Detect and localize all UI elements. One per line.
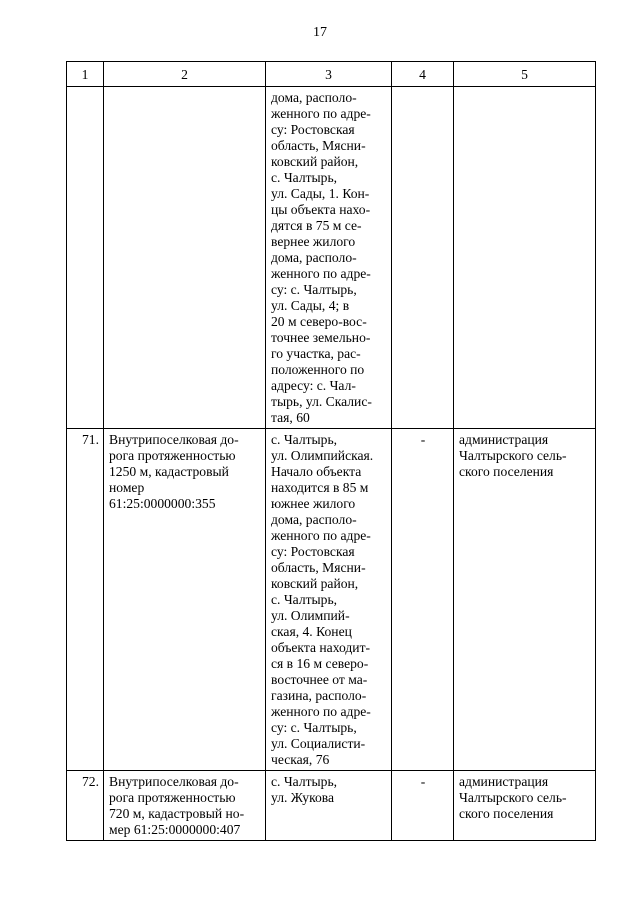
cell-line: область, Мясни-	[271, 138, 366, 153]
page-number: 17	[313, 25, 327, 40]
cell-line: вернее жилого	[271, 234, 356, 249]
cell-line: с. Чалтырь,	[271, 592, 338, 607]
cell-line: ческая, 76	[271, 752, 330, 767]
cell-line: су: Ростовская	[271, 544, 355, 559]
cell-line: го участка, рас-	[271, 346, 361, 361]
col4-cell: -	[392, 771, 454, 841]
owner-cell	[454, 87, 596, 429]
cell-line: область, Мясни-	[271, 560, 366, 575]
cell-line: рога протяженностью	[109, 790, 236, 805]
cell-line: су: Ростовская	[271, 122, 355, 137]
cell-line: восточнее от ма-	[271, 672, 368, 687]
cell-line: 20 м северо-вос-	[271, 314, 367, 329]
cell-line: тырь, ул. Скалис-	[271, 394, 372, 409]
cell-line: 61:25:0000000:355	[109, 496, 216, 511]
cell-line: ского поселения	[459, 806, 554, 821]
header-row	[67, 62, 596, 87]
cell-line: Начало объекта	[271, 464, 362, 479]
cell-line: администрация	[459, 774, 549, 789]
cell-line: женного по адре-	[271, 528, 371, 543]
object-name-cell	[104, 87, 266, 429]
cell-line: су: с. Чалтырь,	[271, 720, 357, 735]
cell-line: женного по адре-	[271, 266, 371, 281]
cell-line: дома, располо-	[271, 250, 357, 265]
table-row	[67, 87, 596, 429]
header-col-1: 1	[67, 62, 104, 87]
cell-line: женного по адре-	[271, 704, 371, 719]
cell-line: точнее земельно-	[271, 330, 371, 345]
row-number-cell: 72.	[67, 771, 104, 841]
cell-line: рога протяженностью	[109, 448, 236, 463]
owner-cell	[454, 429, 596, 771]
cell-line: дома, располо-	[271, 512, 357, 527]
cell-line: ул. Олимпийская.	[271, 448, 374, 463]
object-name-cell	[104, 771, 266, 841]
cell-line: ул. Олимпий-	[271, 608, 350, 623]
cell-line: газина, располо-	[271, 688, 367, 703]
owner-cell	[454, 771, 596, 841]
cell-line: ул. Сады, 4; в	[271, 298, 350, 313]
cell-line: 720 м, кадастровый но-	[109, 806, 245, 821]
cell-line: адресу: с. Чал-	[271, 378, 356, 393]
cell-line: ского поселения	[459, 464, 554, 479]
cell-line: ковский район,	[271, 576, 359, 591]
table-row	[67, 771, 596, 841]
cell-line: ул. Жукова	[271, 790, 335, 805]
cell-line: номер	[109, 480, 145, 495]
cell-line: ул. Социалисти-	[271, 736, 366, 751]
row-number-cell	[67, 87, 104, 429]
cell-line: 1250 м, кадастровый	[109, 464, 229, 479]
cell-line: Чалтырского сель-	[459, 790, 567, 805]
cell-line: с. Чалтырь,	[271, 170, 338, 185]
register-table	[66, 61, 596, 841]
col4-cell: -	[392, 429, 454, 771]
header-col-2: 2	[104, 62, 266, 87]
cell-line: ская, 4. Конец	[271, 624, 352, 639]
location-cell	[266, 429, 392, 771]
cell-line: Внутрипоселковая до-	[109, 774, 239, 789]
cell-line: тая, 60	[271, 410, 310, 425]
cell-line: женного по адре-	[271, 106, 371, 121]
cell-line: ся в 16 м северо-	[271, 656, 369, 671]
cell-line: дятся в 75 м се-	[271, 218, 362, 233]
cell-line: положенного по	[271, 362, 365, 377]
cell-line: цы объекта нахо-	[271, 202, 371, 217]
cell-line: Внутрипоселковая до-	[109, 432, 239, 447]
header-col-4: 4	[392, 62, 454, 87]
location-cell	[266, 87, 392, 429]
header-col-3: 3	[266, 62, 392, 87]
object-name-cell	[104, 429, 266, 771]
cell-line: с. Чалтырь,	[271, 774, 338, 789]
header-col-5: 5	[454, 62, 596, 87]
cell-line: дома, располо-	[271, 90, 357, 105]
cell-line: мер 61:25:0000000:407	[109, 822, 241, 837]
cell-line: южнее жилого	[271, 496, 356, 511]
cell-line: ковский район,	[271, 154, 359, 169]
cell-line: объекта находит-	[271, 640, 371, 655]
row-number-cell: 71.	[67, 429, 104, 771]
cell-line: с. Чалтырь,	[271, 432, 338, 447]
cell-line: ул. Сады, 1. Кон-	[271, 186, 370, 201]
cell-line: администрация	[459, 432, 549, 447]
col4-cell	[392, 87, 454, 429]
cell-line: Чалтырского сель-	[459, 448, 567, 463]
cell-line: находится в 85 м	[271, 480, 369, 495]
cell-line: су: с. Чалтырь,	[271, 282, 357, 297]
location-cell	[266, 771, 392, 841]
table-row	[67, 429, 596, 771]
